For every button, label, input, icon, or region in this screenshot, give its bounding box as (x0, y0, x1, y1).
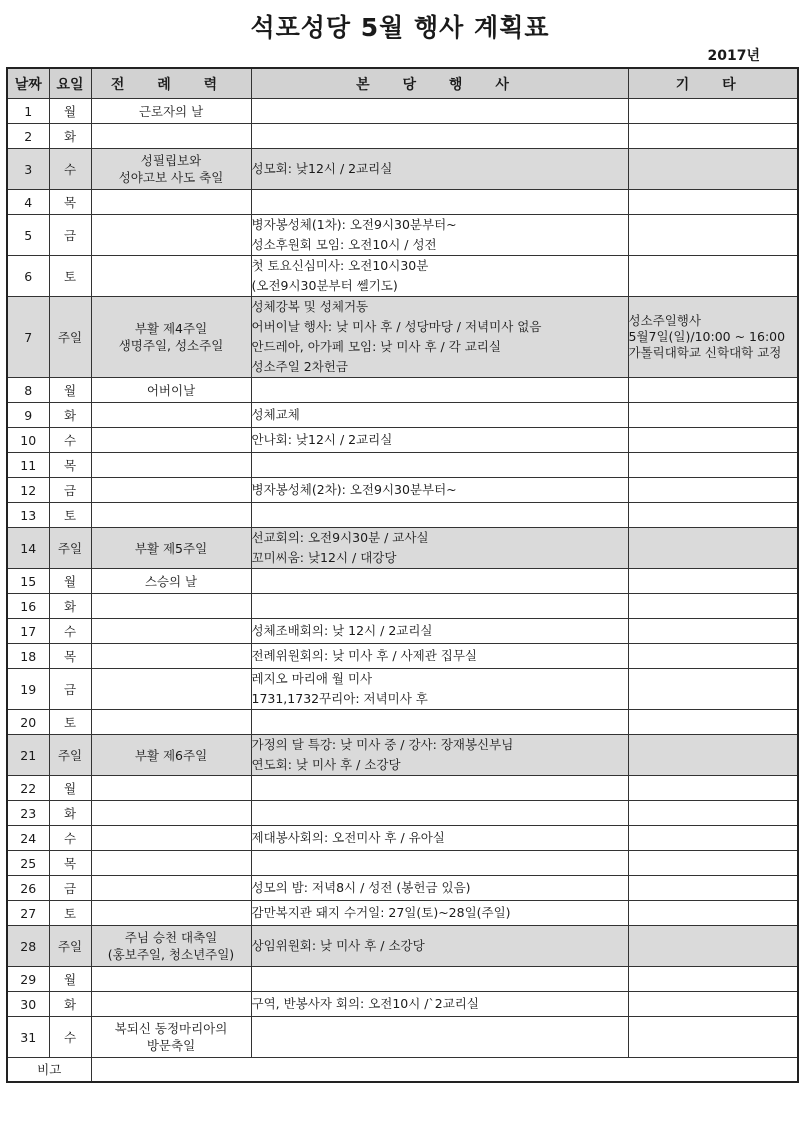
other-cell (628, 851, 798, 876)
events-cell (251, 710, 628, 735)
liturgy-cell (91, 926, 251, 967)
day-cell: 월 (49, 99, 91, 124)
date-cell: 22 (7, 776, 49, 801)
other-cell-line: 가톨릭대학교 신학대학 교정 (628, 345, 782, 360)
events-cell-line: 가정의 달 특강: 낮 미사 중 / 강사: 장재봉신부님 (251, 737, 514, 752)
date-cell: 29 (7, 967, 49, 992)
liturgy-cell (91, 297, 251, 378)
events-cell (251, 801, 628, 826)
date-cell: 27 (7, 901, 49, 926)
date-cell: 17 (7, 619, 49, 644)
table-row (7, 528, 798, 569)
liturgy-cell (91, 124, 251, 149)
other-cell (628, 99, 798, 124)
other-cell (628, 297, 798, 378)
other-cell (628, 801, 798, 826)
day-cell: 주일 (49, 528, 91, 569)
other-cell (628, 992, 798, 1017)
liturgy-cell-line: 방문축일 (146, 1038, 196, 1053)
header-row (7, 68, 798, 99)
date-cell: 31 (7, 1017, 49, 1058)
date-cell: 20 (7, 710, 49, 735)
liturgy-cell (91, 453, 251, 478)
date-cell: 4 (7, 190, 49, 215)
liturgy-cell (91, 1017, 251, 1058)
liturgy-cell (91, 876, 251, 901)
liturgy-cell (91, 801, 251, 826)
day-cell: 화 (49, 801, 91, 826)
table-row (7, 215, 798, 256)
events-cell-line: 성모의 밤: 저녁8시 / 성전 (봉헌금 있음) (251, 880, 471, 895)
other-cell (628, 1017, 798, 1058)
liturgy-cell (91, 594, 251, 619)
other-cell (628, 569, 798, 594)
events-cell (251, 594, 628, 619)
liturgy-cell-line: 어버이날 (146, 382, 196, 398)
table-row (7, 99, 798, 124)
table-row (7, 428, 798, 453)
other-cell (628, 215, 798, 256)
date-cell: 9 (7, 403, 49, 428)
events-cell-line: 1731,1732꾸리아: 저녁미사 후 (251, 691, 428, 706)
events-cell (251, 992, 628, 1017)
table-row (7, 297, 798, 378)
other-cell (628, 256, 798, 297)
table-row (7, 992, 798, 1017)
liturgy-cell (91, 967, 251, 992)
table-row (7, 619, 798, 644)
liturgy-cell (91, 992, 251, 1017)
table-row (7, 378, 798, 403)
liturgy-cell-line: 성야고보 사도 축일 (118, 170, 224, 185)
liturgy-cell-line: 근로자의 날 (138, 103, 204, 119)
day-cell: 화 (49, 594, 91, 619)
events-cell (251, 428, 628, 453)
table-row (7, 403, 798, 428)
day-cell: 토 (49, 503, 91, 528)
liturgy-cell (91, 619, 251, 644)
events-cell (251, 735, 628, 776)
liturgy-cell (91, 378, 251, 403)
events-cell (251, 478, 628, 503)
date-cell: 21 (7, 735, 49, 776)
date-cell: 15 (7, 569, 49, 594)
other-cell (628, 124, 798, 149)
date-cell: 14 (7, 528, 49, 569)
day-cell: 수 (49, 619, 91, 644)
liturgy-cell (91, 669, 251, 710)
table-row (7, 669, 798, 710)
header-events: 본 당 행 사 (251, 68, 628, 99)
header-date: 날짜 (7, 68, 49, 99)
date-cell: 13 (7, 503, 49, 528)
events-cell-line: 감만복지관 돼지 수거일: 27일(토)~28일(주일) (251, 905, 511, 920)
table-row (7, 776, 798, 801)
events-cell (251, 99, 628, 124)
liturgy-cell-line: 복되신 동정마리아의 (114, 1021, 228, 1036)
events-cell (251, 149, 628, 190)
events-cell (251, 776, 628, 801)
day-cell: 토 (49, 256, 91, 297)
day-cell: 수 (49, 826, 91, 851)
page-title: 석포성당 5월 행사 계획표 (250, 13, 550, 42)
liturgy-cell-line: 성필립보와 (140, 153, 202, 168)
liturgy-cell (91, 735, 251, 776)
day-cell: 수 (49, 1017, 91, 1058)
table-row (7, 801, 798, 826)
liturgy-cell-line: 부활 제4주일 (134, 321, 208, 336)
date-cell: 12 (7, 478, 49, 503)
day-cell: 토 (49, 710, 91, 735)
other-cell (628, 669, 798, 710)
date-cell: 10 (7, 428, 49, 453)
liturgy-cell (91, 149, 251, 190)
note-row (7, 1058, 798, 1082)
day-cell: 월 (49, 378, 91, 403)
table-row (7, 569, 798, 594)
events-cell-line: 성체강복 및 성체거동 (251, 299, 369, 314)
table-row (7, 453, 798, 478)
liturgy-cell (91, 428, 251, 453)
schedule-table (6, 67, 799, 1083)
note-label: 비고 (7, 1058, 91, 1082)
events-cell-line: 성소후원회 모임: 오전10시 / 성전 (251, 237, 437, 252)
day-cell: 수 (49, 149, 91, 190)
events-cell (251, 256, 628, 297)
day-cell: 금 (49, 876, 91, 901)
liturgy-cell (91, 528, 251, 569)
day-cell: 목 (49, 851, 91, 876)
events-cell-line: 선교회의: 오전9시30분 / 교사실 (251, 530, 429, 545)
table-row (7, 478, 798, 503)
date-cell: 26 (7, 876, 49, 901)
date-cell: 19 (7, 669, 49, 710)
date-cell: 28 (7, 926, 49, 967)
day-cell: 토 (49, 901, 91, 926)
events-cell (251, 644, 628, 669)
note-cell (91, 1058, 798, 1082)
table-row (7, 901, 798, 926)
day-cell: 화 (49, 992, 91, 1017)
table-row (7, 190, 798, 215)
other-cell (628, 403, 798, 428)
day-cell: 주일 (49, 297, 91, 378)
other-cell (628, 619, 798, 644)
events-cell-line: 병자봉성체(2차): 오전9시30분부터~ (251, 482, 457, 497)
liturgy-cell-line: (홍보주일, 청소년주일) (107, 947, 235, 962)
table-row (7, 967, 798, 992)
other-cell (628, 735, 798, 776)
other-cell (628, 776, 798, 801)
events-cell-line: 병자봉성체(1차): 오전9시30분부터~ (251, 217, 457, 232)
events-cell-line: 꼬미씨움: 낮12시 / 대강당 (251, 550, 397, 565)
table-row (7, 826, 798, 851)
events-cell (251, 926, 628, 967)
date-cell: 11 (7, 453, 49, 478)
day-cell: 금 (49, 478, 91, 503)
events-cell (251, 826, 628, 851)
table-row (7, 876, 798, 901)
table-row (7, 149, 798, 190)
liturgy-cell (91, 256, 251, 297)
other-cell (628, 967, 798, 992)
table-row (7, 503, 798, 528)
table-row (7, 124, 798, 149)
other-cell (628, 644, 798, 669)
events-cell (251, 215, 628, 256)
events-cell (251, 403, 628, 428)
date-cell: 3 (7, 149, 49, 190)
date-cell: 18 (7, 644, 49, 669)
other-cell (628, 594, 798, 619)
events-cell (251, 851, 628, 876)
events-cell (251, 967, 628, 992)
events-cell-line: 성소주일 2차헌금 (251, 359, 348, 374)
day-cell: 주일 (49, 735, 91, 776)
liturgy-cell (91, 851, 251, 876)
date-cell: 16 (7, 594, 49, 619)
liturgy-cell (91, 826, 251, 851)
date-cell: 24 (7, 826, 49, 851)
events-cell (251, 876, 628, 901)
liturgy-cell-line: 생명주일, 성소주일 (118, 338, 224, 353)
liturgy-cell (91, 478, 251, 503)
other-cell (628, 149, 798, 190)
table-row (7, 851, 798, 876)
schedule-body (7, 99, 798, 1058)
liturgy-cell (91, 215, 251, 256)
other-cell (628, 503, 798, 528)
liturgy-cell-line: 부활 제5주일 (134, 540, 208, 556)
other-cell-line: 성소주일행사 (628, 313, 701, 328)
events-cell (251, 453, 628, 478)
day-cell: 목 (49, 453, 91, 478)
events-cell-line: 성모회: 낮12시 / 2교리실 (251, 161, 393, 176)
events-cell (251, 1017, 628, 1058)
liturgy-cell (91, 710, 251, 735)
table-row (7, 735, 798, 776)
other-cell (628, 478, 798, 503)
table-row (7, 644, 798, 669)
date-cell: 25 (7, 851, 49, 876)
other-cell (628, 428, 798, 453)
day-cell: 화 (49, 403, 91, 428)
date-cell: 6 (7, 256, 49, 297)
other-cell (628, 710, 798, 735)
date-cell: 8 (7, 378, 49, 403)
events-cell-line: 안나회: 낮12시 / 2교리실 (251, 432, 393, 447)
table-row (7, 594, 798, 619)
other-cell (628, 826, 798, 851)
table-row (7, 256, 798, 297)
liturgy-cell (91, 901, 251, 926)
day-cell: 목 (49, 190, 91, 215)
day-cell: 금 (49, 215, 91, 256)
table-row (7, 710, 798, 735)
liturgy-cell (91, 190, 251, 215)
liturgy-cell (91, 776, 251, 801)
events-cell (251, 124, 628, 149)
events-cell (251, 503, 628, 528)
events-cell-line: 연도회: 낮 미사 후 / 소강당 (251, 757, 401, 772)
events-cell (251, 669, 628, 710)
events-cell (251, 190, 628, 215)
other-cell (628, 876, 798, 901)
liturgy-cell (91, 503, 251, 528)
liturgy-cell (91, 569, 251, 594)
liturgy-cell-line: 부활 제6주일 (134, 747, 208, 763)
liturgy-cell (91, 403, 251, 428)
other-cell (628, 378, 798, 403)
header-liturgy: 전 례 력 (91, 68, 251, 99)
date-cell: 5 (7, 215, 49, 256)
day-cell: 월 (49, 776, 91, 801)
events-cell-line: 안드레아, 아가페 모임: 낮 미사 후 / 각 교리실 (251, 339, 501, 354)
header-other: 기 타 (628, 68, 798, 99)
other-cell (628, 190, 798, 215)
other-cell (628, 901, 798, 926)
events-cell-line: 성체교체 (251, 407, 300, 422)
other-cell (628, 453, 798, 478)
events-cell-line: 제대봉사회의: 오전미사 후 / 유아실 (251, 830, 445, 845)
table-row (7, 1017, 798, 1058)
events-cell (251, 378, 628, 403)
day-cell: 금 (49, 669, 91, 710)
header-day: 요일 (49, 68, 91, 99)
date-cell: 1 (7, 99, 49, 124)
other-cell-line: 5월7일(일)/10:00 ~ 16:00 (628, 329, 786, 344)
date-cell: 23 (7, 801, 49, 826)
events-cell-line: 레지오 마리애 월 미사 (251, 671, 373, 686)
events-cell (251, 619, 628, 644)
day-cell: 수 (49, 428, 91, 453)
events-cell-line: (오전9시30분부터 쎌기도) (251, 278, 398, 293)
day-cell: 월 (49, 569, 91, 594)
day-cell: 목 (49, 644, 91, 669)
other-cell (628, 926, 798, 967)
date-cell: 30 (7, 992, 49, 1017)
date-cell: 2 (7, 124, 49, 149)
liturgy-cell-line: 주님 승천 대축일 (124, 930, 218, 945)
events-cell-line: 첫 토요신심미사: 오전10시30분 (251, 258, 429, 273)
events-cell-line: 전례위원회의: 낮 미사 후 / 사제관 집무실 (251, 648, 477, 663)
events-cell (251, 528, 628, 569)
other-cell (628, 528, 798, 569)
events-cell-line: 구역, 반봉사자 회의: 오전10시 /`2교리실 (251, 996, 479, 1011)
day-cell: 월 (49, 967, 91, 992)
events-cell-line: 상임위원회: 낮 미사 후 / 소강당 (251, 938, 425, 953)
events-cell-line: 성체조배회의: 낮 12시 / 2교리실 (251, 623, 433, 638)
events-cell (251, 901, 628, 926)
day-cell: 화 (49, 124, 91, 149)
date-cell: 7 (7, 297, 49, 378)
liturgy-cell (91, 99, 251, 124)
events-cell-line: 어버이날 행사: 낮 미사 후 / 성당마당 / 저녁미사 없음 (251, 319, 542, 334)
liturgy-cell-line: 스승의 날 (144, 573, 198, 589)
year-label: 2017년 (707, 48, 760, 64)
liturgy-cell (91, 644, 251, 669)
day-cell: 주일 (49, 926, 91, 967)
events-cell (251, 569, 628, 594)
events-cell (251, 297, 628, 378)
table-row (7, 926, 798, 967)
